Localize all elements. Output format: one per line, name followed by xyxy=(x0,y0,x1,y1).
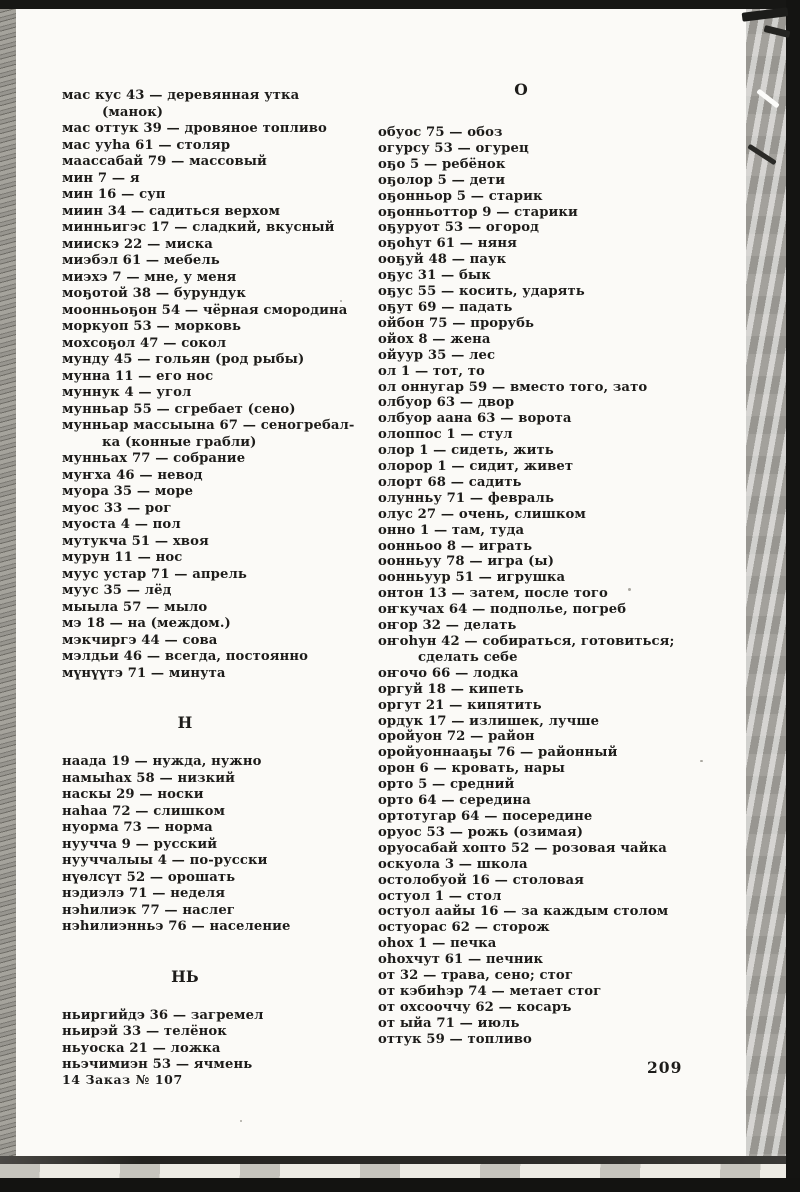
dictionary-entry: оройуоннааҕы 76 — районный xyxy=(378,745,618,761)
dictionary-entry: маассабай 79 — массовый xyxy=(62,154,267,169)
dictionary-entry: оҕолор 5 — дети xyxy=(378,172,506,188)
left-column xyxy=(62,88,368,1074)
dictionary-entry: оҥоһун 42 — собираться, готовиться; xyxy=(378,634,675,649)
dictionary-entry: остуол 1 — стол xyxy=(378,888,502,904)
dictionary-entry: нууччалыы 4 — по-русски xyxy=(62,853,268,868)
dictionary-entry: оонньуу 78 — игра (ы) xyxy=(378,554,555,570)
dictionary-entry: орто 5 — средний xyxy=(378,777,515,793)
section-header: Н xyxy=(177,713,193,732)
dictionary-entry: оҕоһут 61 — няня xyxy=(378,236,517,252)
dictionary-entry: онно 1 — там, туда xyxy=(378,522,525,538)
dictionary-entry: оһохчут 61 — печник xyxy=(378,952,544,968)
dictionary-entry: оҕонньор 5 — старик xyxy=(378,188,543,204)
dictionary-entry: нэһилиэк 77 — наслег xyxy=(62,902,235,918)
dictionary-entry: мас ууһа 61 — столяр xyxy=(62,137,231,153)
dictionary-entry: ойох 8 — жена xyxy=(378,331,491,347)
dictionary-entry: моонньоҕон 54 — чёрная смородина xyxy=(62,302,348,318)
scan-edge-right-gray xyxy=(746,9,786,1176)
dictionary-entry: моҕотой 38 — бурундук xyxy=(62,286,246,301)
dictionary-entry: оргуй 18 — кипеть xyxy=(378,681,524,697)
dictionary-entry: олус 27 — очень, слишком xyxy=(378,506,586,522)
dictionary-entry: миэхэ 7 — мне, у меня xyxy=(62,269,237,285)
dictionary-entry: (манок) xyxy=(102,104,164,120)
dictionary-entry: минньигэс 17 — сладкий, вкусный xyxy=(62,220,335,235)
dictionary-entry: олорт 68 — садить xyxy=(378,474,522,490)
section-header: НЬ xyxy=(171,966,199,986)
dictionary-entry: оруос 53 — рожь (озимая) xyxy=(378,824,584,840)
dictionary-entry: мэлдьи 46 — всегда, постоянно xyxy=(62,649,308,664)
dictionary-entry: мунньар массыына 67 — сеногребал- xyxy=(62,418,355,433)
dictionary-entry: мунду 45 — гольян (род рыбы) xyxy=(62,352,305,367)
dictionary-entry: онтон 13 — затем, после того xyxy=(378,586,608,602)
dictionary-entry: олор 1 — сидеть, жить xyxy=(378,443,554,459)
dictionary-entry: нүөлсүт 52 — орошать xyxy=(62,869,236,885)
dictionary-entry: муора 35 — море xyxy=(62,484,194,499)
dictionary-entry: муус 35 — лёд xyxy=(62,583,172,598)
section-header: О xyxy=(514,80,528,99)
scan-speck xyxy=(628,588,631,591)
scan-edge-bottom-black xyxy=(0,1178,800,1192)
dictionary-entry: оһох 1 — печка xyxy=(378,936,497,952)
dictionary-entry: оскуола 3 — школа xyxy=(378,856,528,872)
dictionary-entry: ол оннугар 59 — вместо того, зато xyxy=(378,379,648,395)
dictionary-entry: мас кус 43 — деревянная утка xyxy=(62,88,300,103)
dictionary-entry: муоста 4 — пол xyxy=(62,517,181,532)
dictionary-entry: мүнүүтэ 71 — минута xyxy=(62,665,226,681)
dictionary-entry: орон 6 — кровать, нары xyxy=(378,761,565,777)
dictionary-entry: оҕус 31 — бык xyxy=(378,268,491,284)
dictionary-entry: мурун 11 — нос xyxy=(62,550,183,565)
dictionary-entry: ортотугар 64 — посередине xyxy=(378,808,593,824)
scan-edge-bottom-line xyxy=(0,1156,786,1164)
dictionary-entry: муос 33 — рог xyxy=(62,500,172,516)
dictionary-entry: от охсооччу 62 — косаръ xyxy=(378,999,572,1015)
scan-speck xyxy=(340,300,342,302)
dictionary-entry: нуучча 9 — русский xyxy=(62,836,218,852)
dictionary-entry: оонньуур 51 — игрушка xyxy=(378,570,566,586)
dictionary-entry: оруосабай хопто 52 — розовая чайка xyxy=(378,840,667,856)
dictionary-entry: олбуор 63 — двор xyxy=(378,395,515,411)
scan-speck xyxy=(240,1120,242,1122)
print-order-note: 14 Заказ № 107 xyxy=(62,1072,183,1087)
dictionary-entry: оҕут 69 — падать xyxy=(378,299,513,315)
dictionary-entry: ньиргийдэ 36 — загремел xyxy=(62,1007,264,1023)
dictionary-entry: оҥор 32 — делать xyxy=(378,618,517,634)
dictionary-entry: оҕонньоттор 9 — старики xyxy=(378,204,578,220)
dictionary-entry: огурсу 53 — огурец xyxy=(378,140,529,156)
dictionary-entry: олорор 1 — сидит, живет xyxy=(378,459,574,475)
dictionary-entry: от ыйа 71 — июль xyxy=(378,1015,520,1031)
dictionary-entry: нуорма 73 — норма xyxy=(62,820,213,835)
dictionary-entry: мохсоҕол 47 — сокол xyxy=(62,335,227,351)
dictionary-entry: олунньу 71 — февраль xyxy=(378,490,555,506)
dictionary-entry: мыыла 57 — мыло xyxy=(62,599,208,615)
dictionary-entry: наһаа 72 — слишком xyxy=(62,803,226,819)
dictionary-entry: мунньах 77 — собрание xyxy=(62,451,246,466)
dictionary-entry: оҕуруот 53 — огород xyxy=(378,220,540,236)
dictionary-entry: ойуур 35 — лес xyxy=(378,347,496,363)
dictionary-entry: остуол аайы 16 — за каждым столом xyxy=(378,904,669,920)
dictionary-entry: орто 64 — середина xyxy=(378,793,531,809)
dictionary-entry: оҕус 55 — косить, ударять xyxy=(378,284,585,300)
dictionary-entry: наскы 29 — носки xyxy=(62,787,204,802)
dictionary-entry: муус устар 71 — апрель xyxy=(62,566,247,582)
dictionary-entry: остолобуой 16 — столовая xyxy=(378,872,584,888)
dictionary-entry: оттук 59 — топливо xyxy=(378,1031,532,1047)
dictionary-entry: миискэ 22 — миска xyxy=(62,236,213,252)
dictionary-entry: мэ 18 — на (междом.) xyxy=(62,616,231,631)
dictionary-entry: ордук 17 — излишек, лучше xyxy=(378,713,600,729)
dictionary-entry: ол 1 — тот, то xyxy=(378,363,485,379)
dictionary-entry: мутукча 51 — хвоя xyxy=(62,533,209,549)
dictionary-entry: намыһах 58 — низкий xyxy=(62,770,236,786)
dictionary-entry: ньирэй 33 — телёнок xyxy=(62,1024,227,1039)
dictionary-entry: от кэбиһэр 74 — метает стог xyxy=(378,983,602,999)
scan-edge-top xyxy=(0,0,800,9)
dictionary-entry: оҥочо 66 — лодка xyxy=(378,665,519,681)
dictionary-entry: оргут 21 — кипятить xyxy=(378,697,542,713)
dictionary-entry: ооҕуй 48 — паук xyxy=(378,252,507,268)
dictionary-entry: муннук 4 — угол xyxy=(62,385,192,400)
dictionary-entry: нэһилиэнньэ 76 — население xyxy=(62,919,291,934)
dictionary-entry: оройуон 72 — район xyxy=(378,729,535,745)
dictionary-entry: от 32 — трава, сено; стог xyxy=(378,968,574,984)
scan-speck xyxy=(700,760,703,762)
dictionary-entry: миин 34 — садиться верхом xyxy=(62,203,281,219)
dictionary-entry: ка (конные грабли) xyxy=(102,434,257,450)
dictionary-entry: мунна 11 — его нос xyxy=(62,368,214,384)
right-column xyxy=(378,80,734,1048)
dictionary-entry: обуос 75 — обоз xyxy=(378,125,503,140)
dictionary-entry: остуорас 62 — сторож xyxy=(378,920,550,936)
dictionary-entry: мэкчиргэ 44 — сова xyxy=(62,632,218,648)
dictionary-entry: ньэчимиэн 53 — ячмень xyxy=(62,1057,253,1072)
scan-edge-bottom-strip xyxy=(0,1164,786,1178)
dictionary-entry: сделать себе xyxy=(418,649,518,665)
dictionary-entry: мунньар 55 — сгребает (сено) xyxy=(62,401,296,417)
scan-edge-left xyxy=(0,9,16,1160)
dictionary-entry: ойбон 75 — прорубь xyxy=(378,315,535,331)
scan-edge-right-black xyxy=(786,0,800,1192)
dictionary-entry: ньуоска 21 — ложка xyxy=(62,1040,221,1056)
dictionary-entry: оҕо 5 — ребёнок xyxy=(378,156,506,172)
dictionary-entry: моркуоп 53 — морковь xyxy=(62,319,242,334)
dictionary-entry: нэдиэлэ 71 — неделя xyxy=(62,886,226,901)
dictionary-entry: миэбэл 61 — мебель xyxy=(62,253,220,268)
dictionary-entry: муҥха 46 — невод xyxy=(62,467,203,483)
dictionary-entry: мин 7 — я xyxy=(62,170,140,186)
dictionary-entry: мас оттук 39 — дровяное топливо xyxy=(62,121,327,136)
page-number: 209 xyxy=(647,1058,683,1077)
dictionary-entry: олбуор аана 63 — ворота xyxy=(378,411,572,427)
dictionary-entry: олоппос 1 — стул xyxy=(378,427,513,443)
dictionary-entry: оонньоо 8 — играть xyxy=(378,538,533,554)
dictionary-entry: оҥкучах 64 — подполье, погреб xyxy=(378,602,627,618)
dictionary-entry: мин 16 — суп xyxy=(62,187,166,202)
dictionary-entry: наада 19 — нужда, нужно xyxy=(62,754,262,769)
